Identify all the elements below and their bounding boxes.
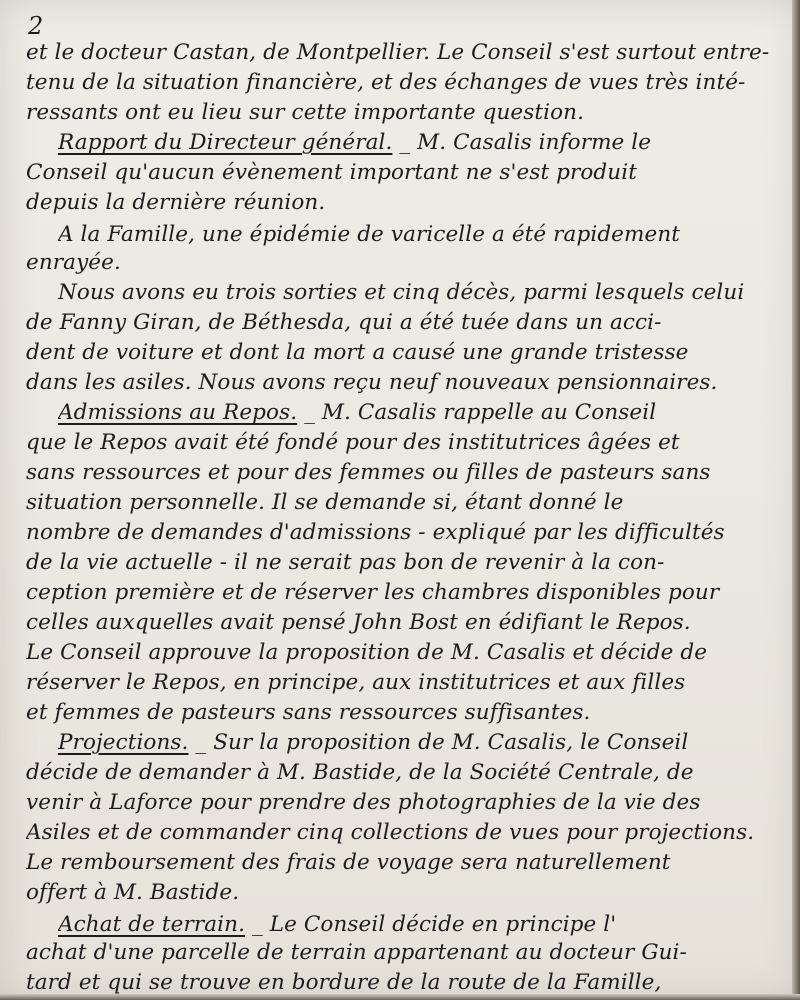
text-line — [58, 398, 770, 428]
line-text: _ M. Casalis informe le — [392, 130, 652, 155]
line-text: tenu de la situation financière, et des échanges de vues très inté- — [26, 70, 746, 95]
text-line — [26, 698, 771, 728]
line-text: dans les asiles. Nous avons reçu neuf nouveaux pensionnaires. — [26, 370, 718, 395]
line-text: Nous avons eu trois sorties et cinq décès, parmi lesquels celui — [58, 280, 745, 305]
line-text: ressants ont eu lieu sur cette importante question. — [26, 100, 585, 125]
text-line — [26, 308, 771, 338]
line-text: tard et qui se trouve en bordure de la route de la Famille, — [26, 970, 662, 995]
text-line — [26, 578, 771, 608]
text-line — [26, 38, 771, 68]
line-text: de Fanny Giran, de Béthesda, qui a été tuée dans un acci- — [26, 310, 662, 335]
line-text: Le Conseil approuve la proposition de M. Casalis et décide de — [26, 640, 708, 665]
text-line — [58, 278, 770, 308]
text-line — [58, 220, 770, 250]
line-text: Asiles et de commander cinq collections de vues pour projections. — [26, 820, 755, 845]
line-text: sans ressources et pour des femmes ou filles de pasteurs sans — [26, 460, 711, 485]
line-text: dent de voiture et dont la mort a causé une grande tristesse — [26, 340, 689, 365]
text-line — [26, 518, 771, 548]
page-edge-shadow — [792, 0, 800, 1000]
line-text: ception première et de réserver les chambres disponibles pour — [26, 580, 720, 605]
text-line — [26, 428, 771, 458]
line-text: situation personnelle. Il se demande si, étant donné le — [26, 490, 624, 515]
section-heading: Projections. — [58, 730, 189, 755]
text-line — [26, 788, 771, 818]
text-line — [26, 68, 771, 98]
line-text: que le Repos avait été fondé pour des institutrices âgées et — [26, 430, 680, 455]
line-text: celles auxquelles avait pensé John Bost en édifiant le Repos. — [26, 610, 691, 635]
line-text: et le docteur Castan, de Montpellier. Le Conseil s'est surtout entre- — [26, 40, 770, 65]
page-number: 2 — [28, 12, 44, 40]
text-line — [26, 548, 771, 578]
text-line — [26, 248, 771, 278]
text-line — [26, 638, 771, 668]
line-text: réserver le Repos, en principe, aux institutrices et aux filles — [26, 670, 686, 695]
text-line — [58, 910, 770, 940]
text-line — [26, 938, 771, 968]
line-text: venir à Laforce pour prendre des photographies de la vie des — [26, 790, 701, 815]
line-text: A la Famille, une épidémie de varicelle a été rapidement — [58, 222, 681, 247]
section-heading: Admissions au Repos. — [58, 400, 298, 425]
text-line — [26, 668, 771, 698]
text-line — [58, 728, 770, 758]
text-line — [26, 158, 771, 188]
line-text: _ Sur la proposition de M. Casalis, le Conseil — [188, 730, 689, 755]
text-line — [26, 368, 771, 398]
line-text: _ Le Conseil décide en principe l' — [245, 912, 617, 937]
text-line — [26, 338, 771, 368]
line-text: enrayée. — [26, 250, 121, 275]
text-line — [26, 458, 771, 488]
line-text: depuis la dernière réunion. — [26, 190, 326, 215]
text-line — [26, 968, 771, 998]
text-line — [26, 188, 771, 218]
section-heading: Achat de terrain. — [58, 912, 246, 937]
section-heading: Rapport du Directeur général. — [58, 130, 393, 155]
line-text: achat d'une parcelle de terrain appartenant au docteur Gui- — [26, 940, 687, 965]
text-line — [26, 488, 771, 518]
line-text: offert à M. Bastide. — [26, 880, 240, 905]
line-text: de la vie actuelle - il ne serait pas bon de revenir à la con- — [26, 550, 665, 575]
text-line — [26, 98, 771, 128]
text-line — [26, 878, 771, 908]
text-line — [26, 758, 771, 788]
text-line — [26, 608, 771, 638]
line-text: décide de demander à M. Bastide, de la Société Centrale, de — [26, 760, 694, 785]
line-text: et femmes de pasteurs sans ressources suffisantes. — [26, 700, 591, 725]
line-text: nombre de demandes d'admissions - expliqué par les difficultés — [26, 520, 725, 545]
line-text: Le remboursement des frais de voyage sera naturellement — [26, 850, 671, 875]
text-line — [58, 128, 770, 158]
line-text: _ M. Casalis rappelle au Conseil — [297, 400, 657, 425]
line-text: Conseil qu'aucun évènement important ne s'est produit — [26, 160, 637, 185]
text-line — [26, 848, 771, 878]
text-line — [26, 818, 771, 848]
